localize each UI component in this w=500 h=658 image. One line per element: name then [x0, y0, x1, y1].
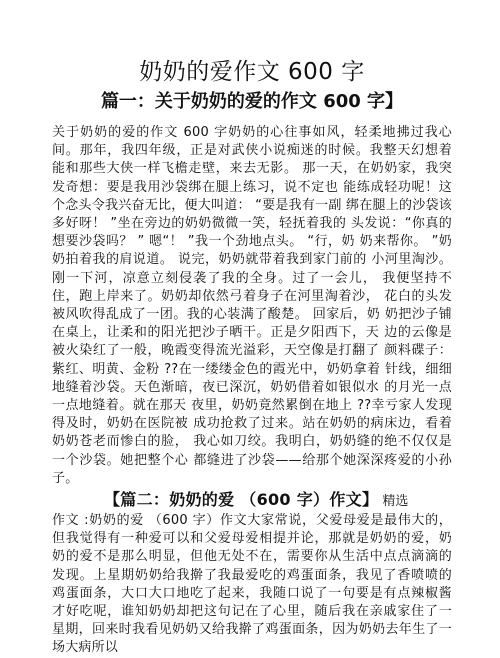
section-one-body: 关于奶奶的爱的作文 600 字奶奶的心往事如风，轻柔地拂过我心 间。那年，我四年级，正是对武侠小说痴迷的时候。我整天幻想着 能和那些大侠一样飞檐走壁，来去无影。 那一天，在奶奶家，我突 发奇想：要是我用沙袋绑在腿上练习，说不定也 能练成轻功呢！这个念头令我兴奋无比，便大叫道： “要是我有一副 绑在腿上的沙袋该多好呀！ ”坐在旁边的奶奶微微一笑，轻抚着我的 头发说：“你真的想要沙袋吗？ ” 嗯“！ ”我一个劲地点头。 “行，奶 奶来帮你。 ”奶奶拍着我的肩说道。 说完，奶奶就带着我到家门前的 小河里淘沙。刚一下河，凉意立刻侵袭了我的全身。过了一会儿， 我便坚持不住，跑上岸来了。奶奶却依然弓着身子在河里淘着沙， 花白的头发被风吹得乱成了一团。我的心装满了酸楚。 回家后，奶 奶把沙子铺在桌上，让柔和的阳光把沙子晒干。正是夕阳西下，天 边的云像是被火染红了一般，晚霞变得流光溢彩，天空像是打翻了 颜料碟子：紫红、明黄、金粉 ??在一缕缕金色的霞光中，奶奶拿着 针线，细细地缝着沙袋。天色渐暗，夜已深沉，奶奶借着如银似水 的月光一点一点地缝着。就在那天 夜里，奶奶竟然累倒在地上 ??幸亏家人发现得及时，奶奶在医院被 成功抢救了过来。站在奶奶的病床边，看着奶奶苍老而惨白的脸， 我心如刀绞。我明白，奶奶缝的绝不仅仅是一个沙袋。她把整个心 都缝进了沙袋——给那个她深深疼爱的小孙子。 — [52, 125, 452, 486]
section-two-paragraph — [52, 490, 452, 512]
page-title: 奶奶的爱作文 600 字 — [139, 59, 365, 85]
section-two-body: 作文 :奶奶的爱 （600 字）作文大家常说，父爱母爱是最伟大的， 但我觉得有一种爱可以和父爱母爱相提并论，那就是奶奶的爱，奶 奶的爱不是那么明显，但他无处不在，需要你从生活中点点滴滴的 发现。上星期奶奶给我擀了我最爱吃的鸡蛋面条，我见了香喷喷的 鸡蛋面条，大口大口地吃了起来，我随口说了一句要是有点辣椒酱 才好吃呢，谁知奶奶却把这句记在了心里，随后我在亲戚家住了一 星期，回来时我看见奶奶又给我擀了鸡蛋面条，因为奶奶去年生了一 场大病所以 — [52, 513, 452, 656]
section-two-heading: 【篇二：奶奶的爱 （600 字）作文】 — [104, 490, 379, 510]
section-one-heading: 篇一：关于奶奶的爱的作文 600 字】 — [100, 91, 404, 112]
section-two-heading-trailer: 精选 — [378, 494, 409, 510]
